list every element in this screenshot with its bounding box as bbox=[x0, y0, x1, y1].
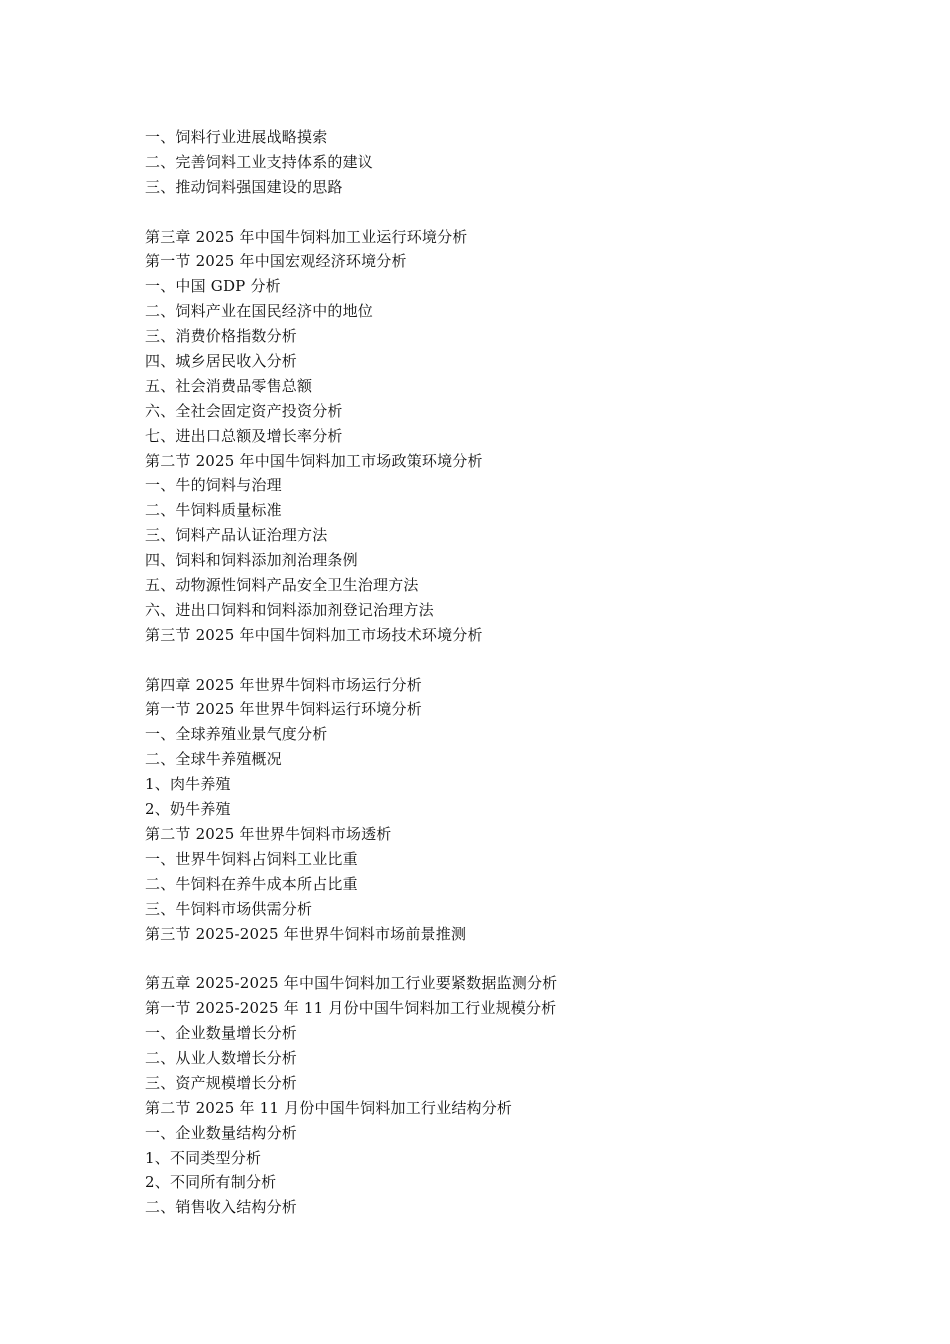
toc-item: 三、牛饲料市场供需分析 bbox=[145, 899, 313, 918]
table-of-contents bbox=[145, 125, 845, 1220]
toc-item: 2、奶牛养殖 bbox=[145, 800, 231, 819]
toc-item: 五、社会消费品零售总额 bbox=[145, 376, 313, 395]
toc-item: 一、全球养殖业景气度分析 bbox=[145, 725, 328, 744]
section-heading: 第一节 2025-2025 年 11 月份中国牛饲料加工行业规模分析 bbox=[145, 999, 557, 1018]
section-heading: 第二节 2025 年 11 月份中国牛饲料加工行业结构分析 bbox=[145, 1098, 513, 1117]
toc-item: 二、从业人数增长分析 bbox=[145, 1048, 298, 1067]
section-heading: 第一节 2025 年中国宏观经济环境分析 bbox=[145, 252, 407, 271]
toc-item: 四、饲料和饲料添加剂治理条例 bbox=[145, 551, 358, 570]
toc-item: 六、进出口饲料和饲料添加剂登记治理方法 bbox=[145, 600, 434, 619]
toc-item: 三、消费价格指数分析 bbox=[145, 327, 298, 346]
toc-item: 一、中国 GDP 分析 bbox=[145, 277, 281, 296]
toc-item: 五、动物源性饲料产品安全卫生治理方法 bbox=[145, 576, 419, 595]
toc-item: 一、牛的饲料与治理 bbox=[145, 476, 282, 495]
section-heading: 第三节 2025-2025 年世界牛饲料市场前景推测 bbox=[145, 924, 467, 943]
toc-item: 一、企业数量结构分析 bbox=[145, 1123, 298, 1142]
chapter-heading: 第四章 2025 年世界牛饲料市场运行分析 bbox=[145, 675, 422, 694]
blank-line bbox=[145, 946, 845, 971]
toc-item: 七、进出口总额及增长率分析 bbox=[145, 426, 343, 445]
toc-item: 1、肉牛养殖 bbox=[145, 775, 231, 794]
toc-item: 1、不同类型分析 bbox=[145, 1148, 262, 1167]
toc-item: 六、全社会固定资产投资分析 bbox=[145, 401, 343, 420]
toc-item: 一、企业数量增长分析 bbox=[145, 1024, 298, 1043]
blank-line bbox=[145, 200, 845, 225]
section-heading: 第三节 2025 年中国牛饲料加工市场技术环境分析 bbox=[145, 625, 483, 644]
toc-item: 三、推动饲料强国建设的思路 bbox=[145, 177, 343, 196]
section-heading: 第二节 2025 年世界牛饲料市场透析 bbox=[145, 824, 392, 843]
chapter-heading: 第三章 2025 年中国牛饲料加工业运行环境分析 bbox=[145, 227, 468, 246]
toc-item: 二、牛饲料质量标准 bbox=[145, 501, 282, 520]
blank-line bbox=[145, 648, 845, 673]
section-heading: 第一节 2025 年世界牛饲料运行环境分析 bbox=[145, 700, 422, 719]
chapter-heading: 第五章 2025-2025 年中国牛饲料加工行业要紧数据监测分析 bbox=[145, 974, 558, 993]
toc-item: 三、资产规模增长分析 bbox=[145, 1073, 298, 1092]
section-heading: 第二节 2025 年中国牛饲料加工市场政策环境分析 bbox=[145, 451, 483, 470]
toc-item: 二、饲料产业在国民经济中的地位 bbox=[145, 302, 374, 321]
toc-item: 二、完善饲料工业支持体系的建议 bbox=[145, 152, 374, 171]
toc-item: 四、城乡居民收入分析 bbox=[145, 352, 298, 371]
toc-item: 一、饲料行业进展战略摸索 bbox=[145, 128, 328, 146]
toc-item: 一、世界牛饲料占饲料工业比重 bbox=[145, 849, 358, 868]
toc-item: 二、销售收入结构分析 bbox=[145, 1198, 298, 1217]
toc-item: 三、饲料产品认证治理方法 bbox=[145, 526, 328, 545]
toc-item: 二、全球牛养殖概况 bbox=[145, 750, 282, 769]
toc-item: 2、不同所有制分析 bbox=[145, 1173, 277, 1192]
toc-item: 二、牛饲料在养牛成本所占比重 bbox=[145, 874, 358, 893]
